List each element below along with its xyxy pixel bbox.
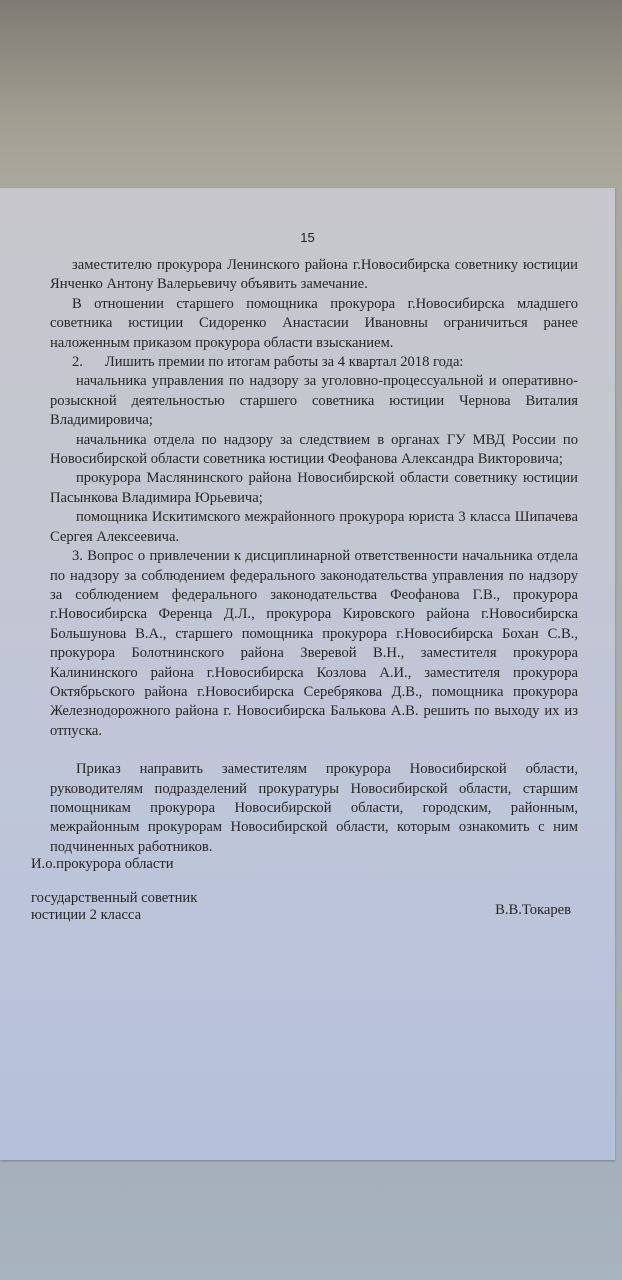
signatory-title: И.о.прокурора области [31,856,174,872]
spacer [50,741,578,760]
signatory-rank-line-1: государственный советник [31,890,198,906]
document-body [50,256,578,857]
signatory-name: В.В.Токарев [495,902,571,918]
paragraph-feofanov: начальника отдела по надзору за следствием в органах ГУ МВД России по Новосибирской области советника юстиции Феофанова Александра Викторовича; [50,431,578,468]
page-number: 15 [300,230,315,245]
paragraph-sidorenko: В отношении старшего помощника прокурора г.Новосибирска младшего советника юстиции Сидоренко Анастасии Ивановны ограничиться ранее наложенным приказом прокурора области взысканием. [50,295,578,351]
paragraph-chernov: начальника управления по надзору за уголовно-процессуальной и оперативно-розыскной деятельностью старшего советника юстиции Чернова Виталия Владимировича; [50,373,578,429]
paragraph-reprimand: заместителю прокурора Ленинского района г.Новосибирска советнику юстиции Янченко Антону Валерьевичу объявить замечание. [50,257,578,293]
paragraph-item-2: 2. Лишить премии по итогам работы за 4 квартал 2018 года: [72,354,464,371]
signatory-rank-line-2: юстиции 2 класса [31,907,142,923]
paragraph-pasynkov: прокурора Маслянинского района Новосибирской области советнику юстиции Пасынкова Владимира Юрьевича; [50,470,578,506]
paragraph-item-3: 3. Вопрос о привлечении к дисциплинарной ответственности начальника отдела по надзору за соблюдением федерального законодательства управления по надзору за соблюдением федерального законодательства Феофанова Г.В., прокурора г.Новосибирска Ференца Д.Л., прокурора Кировского района г.Новосибирска Большунова В.А., старшего помощника прокурора г.Новосибирска Бохан С.В., прокурора Болотнинского района Зверевой В.Н., заместителя прокурора Калининского района г.Новосибирска Козлова А.И., заместителя прокурора Октябрьского района г.Новосибирска Серебрякова Д.В., помощника прокурора Железнодорожного района г. Новосибирска Балькова А.В. решить по выходу их из отпуска. [50,548,578,739]
document-page [0,188,615,1160]
signature-block [31,856,571,924]
paragraph-distribution: Приказ направить заместителям прокурора Новосибирской области, руководителям подразделений прокуратуры Новосибирской области, старшим помощникам прокурора Новосибирской области, городским, районным, межрайонным прокурорам Новосибирской области, которым ознакомить с ним подчиненных работников. [50,761,578,855]
paragraph-shipachev: помощника Искитимского межрайонного прокурора юриста 3 класса Шипачева Сергея Алексеевича. [50,509,578,545]
